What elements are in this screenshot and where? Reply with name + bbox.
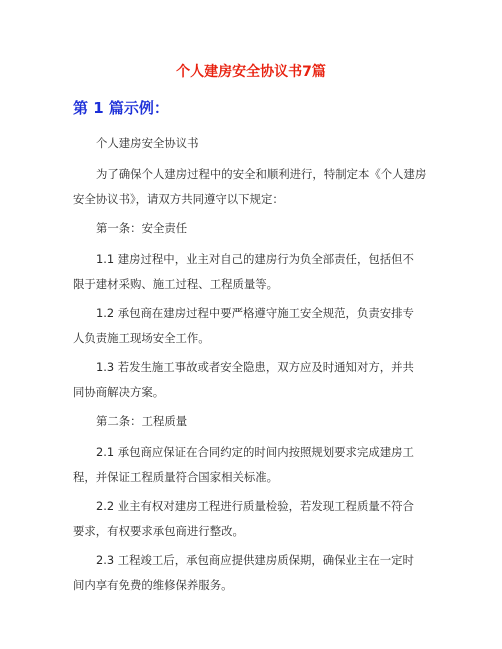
paragraph-line: 第二条：工程质量: [96, 414, 188, 428]
paragraph: [73, 301, 435, 351]
paragraph: [73, 409, 435, 434]
paragraph-line: 同协商解决方案。: [73, 385, 165, 399]
paragraph: [73, 494, 435, 544]
paragraph-line: 安全协议书》，请双方共同遵守以下规定：: [73, 192, 284, 206]
paragraph-line: 为了确保个人建房过程中的安全和顺利进行，特制定本《个人建房: [96, 167, 427, 181]
paragraph: [73, 131, 435, 156]
paragraph-line: 限于建材采购、施工过程、工程质量等。: [73, 277, 279, 291]
paragraph-line: 要求，有权要求承包商进行整改。: [73, 524, 244, 538]
paragraph-line: 1.3 若发生施工事故或者安全隐患，双方应及时通知对方，并共: [96, 360, 414, 374]
paragraph-line: 人负责施工现场安全工作。: [73, 331, 210, 345]
paragraph-line: 间内享有免费的维修保养服务。: [73, 578, 233, 592]
paragraph: [73, 247, 435, 297]
paragraph-line: 个人建房安全协议书: [96, 136, 199, 150]
paragraph: [73, 355, 435, 405]
section-heading: 第 1 篇示例：: [73, 99, 169, 117]
paragraph-line: 1.1 建房过程中，业主对自己的建房行为负全部责任，包括但不: [96, 252, 414, 266]
paragraph: [73, 548, 435, 598]
paragraph-line: 第一条：安全责任: [96, 221, 188, 235]
paragraph-line: 程，并保证工程质量符合国家相关标准。: [73, 470, 279, 484]
paragraph: [73, 440, 435, 490]
document-title: 个人建房安全协议书7篇: [176, 64, 326, 80]
paragraph-line: 2.1 承包商应保证在合同约定的时间内按照规划要求完成建房工: [96, 445, 414, 459]
paragraph-line: 2.2 业主有权对建房工程进行质量检验，若发现工程质量不符合: [96, 499, 414, 513]
paragraph-line: 1.2 承包商在建房过程中要严格遵守施工安全规范，负责安排专: [96, 306, 414, 320]
paragraph: [73, 162, 435, 212]
paragraph: [73, 216, 435, 241]
paragraph-line: 2.3 工程竣工后，承包商应提供建房质保期，确保业主在一定时: [96, 553, 414, 567]
